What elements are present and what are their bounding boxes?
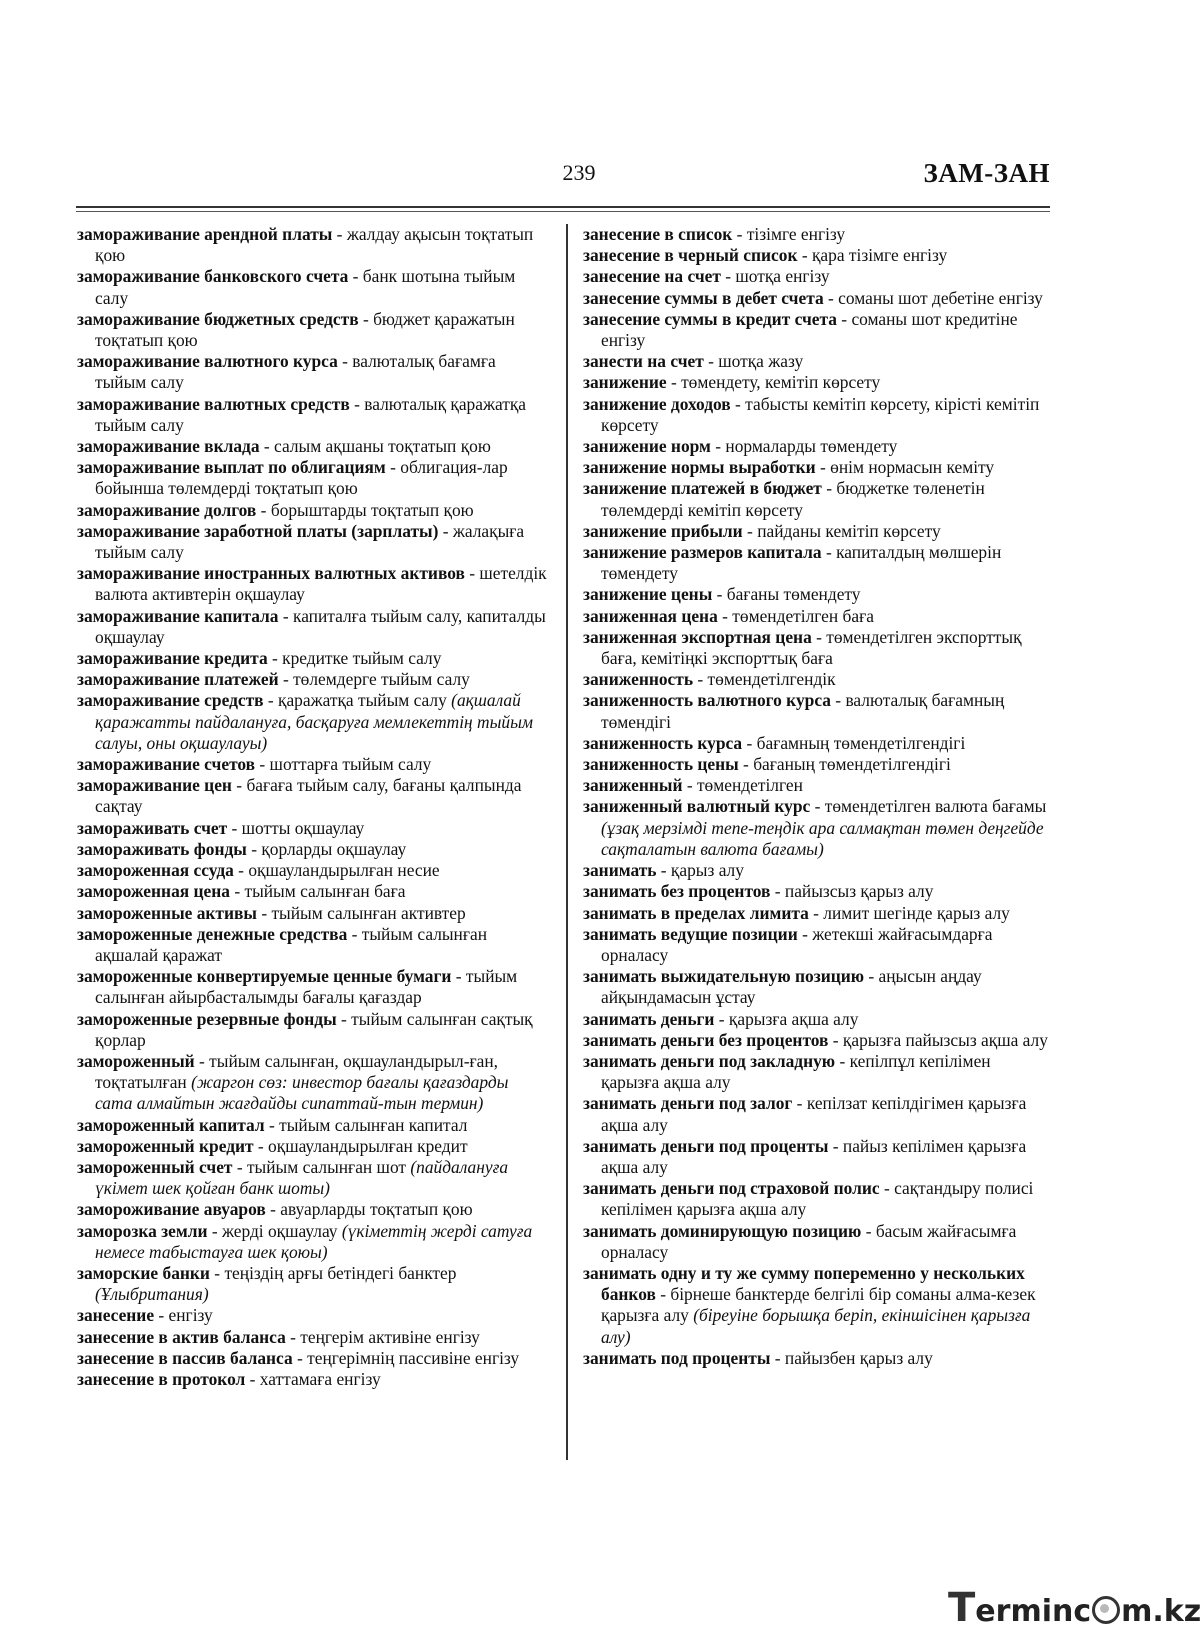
entry-translation: - облигация-лар бойынша төлемдерді тоқтатып қою [95,457,508,499]
entry-translation: - тізімге енгізу [732,224,846,244]
entry-translation: - шотты оқшаулау [227,817,365,838]
entry-translation: - тыйым салынған ақшалай қаражат [95,923,488,965]
header-rule [76,206,1050,208]
entry-term: замораживание долгов [77,499,257,520]
entry-translation: - тыйым салынған шот [232,1156,411,1177]
entry-term: занимать [583,860,657,881]
entry-translation: - авуарларды тоқтатып қою [265,1199,473,1220]
dictionary-entry [583,1093,1053,1135]
entry-translation: - бірнеше банктерде белгілі бір соманы алма-кезек қарызға алу [601,1284,1036,1326]
entry-term: замораживание заработной платы (зарплаты) [77,520,439,541]
entry-term: замораживать счет [77,817,228,838]
entry-translation: - төмендетілгендік [693,669,836,690]
dictionary-entry [583,372,1053,393]
dictionary-entry [77,1009,547,1051]
entry-translation: - кредитке тыйым салу [267,648,442,669]
logo-o-icon [1092,1596,1120,1624]
entry-translation: - кепілпұл кепілімен қарызға ақша алу [601,1050,991,1093]
dictionary-entry [583,903,1053,924]
dictionary-entry [77,1348,547,1369]
dictionary-entry [583,924,1053,966]
entry-translation: - оқшауландырылған кредит [253,1135,468,1156]
entry-translation: - басым жайғасымға орналасу [601,1220,1017,1262]
logo-domain: m.kz [1121,1594,1201,1629]
entry-translation: - төмендету, кемітіп көрсету [666,372,881,393]
entry-translation: - төмендетілген [682,775,803,796]
entry-translation: - борыштарды тоқтатып қою [256,499,474,520]
right-column [583,224,1053,1369]
entry-translation: - пайыз кепілімен қарызға ақша алу [601,1135,1027,1177]
entry-translation: - қарызға пайызсыз ақша алу [828,1029,1048,1050]
entry-translation: - бюджет қаражатын тоқтатып қою [95,308,515,351]
entry-term: замороженные конвертируемые ценные бумаги [77,966,452,987]
entry-term: занесение суммы в дебет счета [583,287,824,308]
entry-term: занижение прибыли [583,520,743,541]
dictionary-entry [77,500,547,521]
dictionary-entry [77,436,547,457]
entry-note: (пайдалануға үкімет шек қойған банк шоты) [95,1156,509,1199]
dictionary-entry [77,966,547,1008]
entry-translation: - төмендетілген экспорттық баға, кемітіңкі экспорттық баға [601,626,1022,669]
dictionary-entry [77,309,547,351]
entry-translation: - бағаның төмендетілгендігі [738,754,951,775]
entry-note: (ақшалай қаражатты пайдалануға, басқаруға мемлекеттің тыйым салуы, оны оқшаулауы) [95,690,533,753]
entry-term: занижение норм [583,436,711,457]
entry-term: занимать в пределах лимита [583,902,809,923]
dictionary-entry [583,394,1053,436]
dictionary-entry [583,309,1053,351]
dictionary-entry [77,754,547,775]
logo-letter-t: T [948,1585,976,1631]
entry-term: замораживание валютного курса [77,351,338,372]
entry-term: занимать доминирующую позицию [583,1220,862,1241]
entry-term: замораживание валютных средств [77,393,350,414]
column-divider [566,224,568,1460]
entry-translation: - теңіздің арғы бетіндегі банктер [209,1262,457,1283]
entry-term: замороженный кредит [77,1135,254,1156]
entry-term: заморские банки [77,1262,210,1283]
logo-text: erminc [975,1594,1092,1629]
dictionary-entry [77,394,547,436]
page-number: 239 [562,160,596,185]
entry-term: замороженный счет [77,1156,233,1177]
entry-translation: - қара тізімге енгізу [797,245,948,266]
entry-translation: - шоттарға тыйым салу [255,754,432,775]
dictionary-entry [583,288,1053,309]
left-column [77,224,547,1390]
entry-translation: - шетелдік валюта активтерін оқшаулау [95,563,547,605]
dictionary-entry [77,775,547,817]
entry-translation: - бағаға тыйым салу, бағаны қалпында сақтау [95,775,522,817]
entry-term: замороженный капитал [77,1114,265,1135]
entry-translation: - капиталдың мөлшерін төмендету [601,542,1002,584]
dictionary-entry [77,1199,547,1220]
dictionary-entry [583,266,1053,287]
entry-term: замороженный [77,1050,195,1071]
entry-term: занимать деньги под страховой полис [583,1178,880,1199]
entry-translation: - оқшауландырылған несие [233,860,440,881]
entry-term: заморозка земли [77,1220,208,1241]
entry-translation: - валюталық қаражатқа тыйым салу [95,393,527,435]
dictionary-entry [583,1178,1053,1220]
dictionary-entry [583,754,1053,775]
entry-translation: - соманы шот дебетіне енгізу [823,287,1043,308]
dictionary-entry [77,1136,547,1157]
dictionary-entry [77,266,547,308]
entry-translation: - төмендетілген валюта бағамы [810,796,1047,817]
entry-term: занижение платежей в бюджет [583,478,822,499]
dictionary-entry [583,542,1053,584]
entry-translation: - жалақыға тыйым салу [95,520,525,563]
dictionary-entry [583,775,1053,796]
entry-term: занесение в протокол [77,1368,246,1389]
entry-translation: - пайызбен қарыз алу [770,1347,933,1368]
entry-term: замороженная ссуда [77,860,234,881]
entry-term: занимать без процентов [583,881,771,902]
entry-term: заниженный [583,775,683,796]
dictionary-entry [77,521,547,563]
entry-translation: - шотқа жазу [703,351,804,372]
entry-translation: - аңысын аңдау айқындамасын ұстау [601,966,982,1008]
entry-term: замораживание капитала [77,605,279,626]
entry-term: занимать выжидательную позицию [583,966,865,987]
dictionary-entry [77,1327,547,1348]
entry-term: замораживание иностранных валютных активов [77,563,465,584]
header-title: ЗАМ-ЗАН [923,158,1050,188]
entry-term: занесение в пассив баланса [77,1347,293,1368]
dictionary-entry [583,584,1053,605]
entry-term: заниженная экспортная цена [583,626,812,647]
dictionary-entry [77,351,547,393]
entry-term: замороженные активы [77,902,257,923]
entry-translation: - бағамның төмендетілгендігі [742,732,966,753]
entry-term: занесение на счет [583,266,721,287]
dictionary-entry [583,1263,1053,1348]
entry-term: заниженность [583,669,694,690]
entry-translation: - қарызға ақша алу [714,1008,859,1029]
dictionary-entry [77,563,547,605]
dictionary-entry [583,478,1053,520]
entry-term: замораживание бюджетных средств [77,308,359,329]
entry-translation: - тыйым салынған сақтық қорлар [95,1008,533,1050]
dictionary-entry [77,818,547,839]
entry-translation: - қорларды оқшаулау [246,838,407,859]
entry-translation: - салым ақшаны тоқтатып қою [259,436,491,457]
entry-note: (Ұлыбритания) [95,1284,209,1305]
entry-note: (біреуіне борышқа беріп, екіншісінен қарызға алу) [601,1305,1031,1347]
entry-term: занесение в актив баланса [77,1326,286,1347]
dictionary-entry [77,1263,547,1305]
header-rule-thin [76,211,1050,212]
entry-translation: - енгізу [154,1305,213,1326]
entry-term: замораживание цен [77,775,232,796]
entry-translation: - табысты кемітіп көрсету, кірісті кемітіп көрсету [601,393,1040,435]
dictionary-entry [77,1305,547,1326]
entry-term: занижение [583,372,667,393]
dictionary-entry [77,690,547,754]
entry-translation: - тыйым салынған айырбасталымды бағалы қағаздар [95,966,518,1008]
entry-term: занести на счет [583,351,704,372]
entry-term: занимать деньги под проценты [583,1135,829,1156]
entry-translation: - жалдау ақысын тоқтатып қою [95,224,534,266]
entry-term: замораживание арендной платы [77,224,333,244]
entry-translation: - нормаларды төмендету [710,436,898,457]
dictionary-entry [583,796,1053,860]
entry-term: замораживать фонды [77,838,247,859]
entry-term: замороживание авуаров [77,1199,266,1220]
entry-translation: - сақтандыру полисі кепілімен қарызға ақша алу [601,1178,1034,1220]
dictionary-entry [77,1369,547,1390]
entry-term: замораживание платежей [77,669,279,690]
dictionary-entry [77,606,547,648]
entry-translation: - бағаны төмендету [712,584,861,605]
entry-translation: - қаражатқа тыйым салу [263,690,452,711]
dictionary-entry [583,245,1053,266]
entry-term: занимать деньги [583,1008,715,1029]
entry-term: занесение [77,1305,155,1326]
dictionary-entry [583,733,1053,754]
dictionary-entry [77,1157,547,1199]
dictionary-entry [583,436,1053,457]
dictionary-entry [583,1051,1053,1093]
entry-translation: - валюталық бағамның төмендігі [601,690,1005,732]
entry-translation: - жетекші жайғасымдарға орналасу [601,923,993,965]
entry-translation: - өнім нормасын кеміту [815,457,995,478]
entry-translation: - жерді оқшаулау [207,1220,342,1241]
entry-term: замораживание счетов [77,754,256,775]
dictionary-entry [583,521,1053,542]
dictionary-entry [77,648,547,669]
entry-translation: - кепілзат кепілдігімен қарызға ақша алу [601,1093,1027,1135]
entry-term: занимать деньги под залог [583,1093,793,1114]
entry-note: (жаргон сөз: инвестор бағалы қағаздарды сата алмайтын жағдайды сипаттай-тын термин) [95,1072,509,1114]
dictionary-entry [583,669,1053,690]
entry-term: занижение доходов [583,393,731,414]
entry-note: (үкіметтің жерді сатуға немесе табыстауға шек қоюы) [95,1220,533,1262]
entry-translation: - валюталық бағамға тыйым салу [95,351,496,393]
entry-term: занимать деньги без процентов [583,1029,829,1050]
entry-term: занесение в список [583,224,733,244]
entry-translation: - төлемдерге тыйым салу [278,669,470,690]
dictionary-entry [77,881,547,902]
entry-translation: - теңгерім активіне енгізу [285,1326,480,1347]
entry-term: заниженная цена [583,605,718,626]
entry-translation: - хаттамаға енгізу [245,1368,381,1389]
entry-translation: - пайданы кемітіп көрсету [742,520,941,541]
dictionary-entry [583,690,1053,732]
entry-translation: - төмендетілген баға [717,605,874,626]
entry-term: замораживание выплат по облигациям [77,457,386,478]
entry-translation: - лимит шегінде қарыз алу [808,902,1010,923]
entry-translation: - бюджетке төленетін төлемдерді кемітіп көрсету [601,478,985,520]
dictionary-entry [583,627,1053,669]
dictionary-entry [583,1009,1053,1030]
dictionary-entry [77,669,547,690]
dictionary-entry [77,224,547,266]
dictionary-entry [583,606,1053,627]
entry-term: заниженность курса [583,732,743,753]
entry-term: занимать под проценты [583,1347,771,1368]
entry-term: замораживание кредита [77,648,268,669]
entry-term: замораживание вклада [77,436,260,457]
dictionary-entry [77,1115,547,1136]
entry-term: занимать ведущие позиции [583,923,798,944]
dictionary-entry [77,1221,547,1263]
entry-term: замораживание банковского счета [77,266,349,287]
entry-term: занижение цены [583,584,713,605]
entry-term: занимать деньги под закладную [583,1050,836,1071]
entry-note: (ұзақ мерзімді тепе-теңдік ара салмақтан төмен деңгейде сақталатын валюта бағамы) [601,817,1044,859]
entry-translation: - пайызсыз қарыз алу [770,881,934,902]
entry-term: занесение в черный список [583,245,798,266]
entry-term: замороженные резервные фонды [77,1008,337,1029]
dictionary-entry [583,224,1053,245]
dictionary-entry [77,1051,547,1115]
entry-term: замораживание средств [77,690,264,711]
entry-translation: - теңгерімнің пассивіне енгізу [292,1347,520,1368]
dictionary-entry [583,1348,1053,1369]
dictionary-entry [77,924,547,966]
entry-term: заниженность валютного курса [583,690,831,711]
entry-translation: - тыйым салынған активтер [256,902,466,923]
dictionary-entry [77,457,547,499]
dictionary-entry [583,457,1053,478]
entry-translation: - капиталға тыйым салу, капиталды оқшаулау [95,605,546,647]
entry-term: занижение нормы выработки [583,457,816,478]
entry-term: занижение размеров капитала [583,542,822,563]
entry-term: заниженный валютный курс [583,796,811,817]
entry-term: замороженная цена [77,881,230,902]
dictionary-entry [583,351,1053,372]
dictionary-entry [77,903,547,924]
entry-translation: - банк шотына тыйым салу [95,266,516,308]
dictionary-entry [583,1221,1053,1263]
entry-translation: - тыйым салынған баға [229,881,406,902]
entry-term: заниженность цены [583,754,739,775]
entry-term: занимать одну и ту же сумму попеременно у нескольких банков [583,1262,1025,1305]
dictionary-entry [583,881,1053,902]
entry-translation: - қарыз алу [656,860,744,881]
dictionary-entry [583,966,1053,1008]
entry-translation: - тыйым салынған, оқшауландырыл-ған, тоқтатылған [95,1050,499,1093]
termincom-logo [948,1585,1201,1631]
entry-term: занесение суммы в кредит счета [583,308,837,329]
entry-translation: - тыйым салынған капитал [264,1114,468,1135]
entry-term: замороженные денежные средства [77,923,348,944]
dictionary-entry [583,860,1053,881]
dictionary-entry [77,839,547,860]
dictionary-entry [583,1136,1053,1178]
entry-translation: - соманы шот кредитіне енгізу [601,308,1018,351]
dictionary-entry [583,1030,1053,1051]
entry-translation: - шотқа енгізу [720,266,830,287]
dictionary-entry [77,860,547,881]
